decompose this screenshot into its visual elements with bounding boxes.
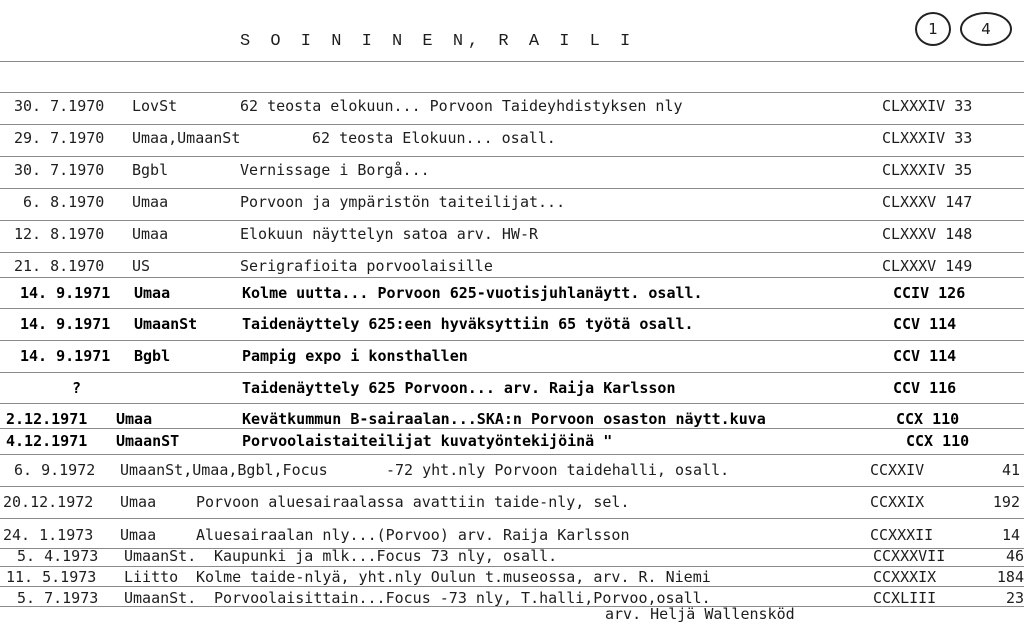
entry-row	[0, 410, 1024, 432]
entry-date: 2.12.1971	[6, 410, 88, 428]
entry-number: 46	[1005, 547, 1024, 565]
entry-text: Porvoolaistaiteilijat kuvatyöntekijöinä "	[242, 432, 613, 450]
entry-text: 62 teosta elokuun... Porvoon Taideyhdistyksen nly	[240, 97, 683, 115]
entry-paper: Bgbl	[134, 347, 171, 365]
entry-text: Aluesairaalan nly...(Porvoo) arv. Raija Karlsson	[196, 526, 630, 544]
ruled-line	[0, 220, 1024, 221]
entry-number: 184	[996, 568, 1024, 586]
entry-paper: Bgbl	[132, 161, 169, 179]
entry-paper: Umaa	[132, 225, 169, 243]
entry-number: 14	[1001, 526, 1020, 544]
entry-text: Porvoon ja ympäristön taiteilijat...	[240, 193, 566, 211]
entry-ref: CCIV 126	[893, 284, 966, 302]
entry-paper: UmaanSt.	[124, 547, 197, 565]
ruled-line	[0, 486, 1024, 487]
entry-row	[0, 432, 1024, 454]
entry-ref: CCXLIII	[873, 589, 937, 607]
ruled-line	[0, 308, 1024, 309]
entry-paper: UmaanST	[116, 432, 180, 450]
entry-row	[0, 493, 1024, 515]
entry-text: Porvoon aluesairaalassa avattiin taide-nly, sel.	[196, 493, 630, 511]
entry-ref: CLXXXIV 35	[882, 161, 973, 179]
entry-row	[0, 526, 1024, 548]
entry-row	[0, 225, 1024, 247]
entry-row	[0, 461, 1024, 483]
entry-row	[0, 257, 1024, 279]
ruled-line	[0, 92, 1024, 93]
entry-date: 14. 9.1971	[20, 284, 111, 302]
entry-date: 5. 4.1973	[17, 547, 99, 565]
stamp-2-text: 4	[981, 20, 991, 38]
ruled-line	[0, 252, 1024, 253]
entry-text: Pampig expo i konsthallen	[242, 347, 468, 365]
entry-paper: UmaanSt,Umaa,Bgbl,Focus	[120, 461, 328, 479]
entry-ref: CCV 114	[893, 347, 957, 365]
entry-row	[0, 193, 1024, 215]
entry-text: Elokuun näyttelyn satoa arv. HW-R	[240, 225, 539, 243]
entry-number: 23	[1005, 589, 1024, 607]
entry-ref: CLXXXV 149	[882, 257, 973, 275]
entry-ref: CCXXIX	[870, 493, 925, 511]
ruled-line	[0, 156, 1024, 157]
entry-text: Vernissage i Borgå...	[240, 161, 430, 179]
entry-date: 30. 7.1970	[14, 161, 105, 179]
entry-paper: Umaa	[120, 493, 157, 511]
entry-row	[0, 97, 1024, 119]
entry-text: Kevätkummun B-sairaalan...SKA:n Porvoon osaston näytt.kuva	[242, 410, 766, 428]
entry-paper: UmaanSt	[134, 315, 198, 333]
ruled-line	[0, 124, 1024, 125]
entry-date: 12. 8.1970	[14, 225, 105, 243]
ruled-line	[0, 518, 1024, 519]
entry-date: 6. 9.1972	[14, 461, 96, 479]
entry-paper: Umaa	[132, 193, 169, 211]
entry-paper: Umaa	[120, 526, 157, 544]
entry-row	[0, 568, 1024, 590]
entry-date: 30. 7.1970	[14, 97, 105, 115]
entry-ref: CLXXXIV 33	[882, 97, 973, 115]
entry-date: 5. 7.1973	[17, 589, 99, 607]
entry-paper: Umaa	[134, 284, 171, 302]
ruled-line	[0, 340, 1024, 341]
entry-text: Taidenäyttely 625 Porvoon... arv. Raija Karlsson	[242, 379, 676, 397]
entry-text: Kolme uutta... Porvoon 625-vuotisjuhlanäytt. osall.	[242, 284, 703, 302]
ruled-line	[0, 372, 1024, 373]
page-stamp-2	[960, 12, 1012, 46]
entry-ref: CLXXXV 147	[882, 193, 973, 211]
entry-date: 4.12.1971	[6, 432, 88, 450]
entry-row	[0, 347, 1024, 369]
entry-ref: CLXXXV 148	[882, 225, 973, 243]
entry-date: 21. 8.1970	[14, 257, 105, 275]
entry-text: Kolme taide-nlyä, yht.nly Oulun t.museossa, arv. R. Niemi	[196, 568, 711, 586]
top-rule	[0, 61, 1024, 62]
entry-row	[0, 379, 1024, 401]
entry-text: 62 teosta Elokuun... osall.	[312, 129, 556, 147]
entry-ref: CCXXIV	[870, 461, 925, 479]
entry-ref: CCXXXII	[870, 526, 934, 544]
entry-note: arv. Heljä Wallensköd	[605, 605, 795, 623]
entry-ref: CCXXXVII	[873, 547, 946, 565]
entry-row	[0, 161, 1024, 183]
entry-text: Serigrafioita porvoolaisille	[240, 257, 493, 275]
entry-paper: UmaanSt.	[124, 589, 197, 607]
entry-date: 14. 9.1971	[20, 315, 111, 333]
entry-paper: Umaa	[116, 410, 153, 428]
entry-number: 41	[1001, 461, 1020, 479]
entry-text: Porvoolaisittain...Focus -73 nly, T.halli,Porvoo,osall.	[214, 589, 711, 607]
entry-row	[0, 315, 1024, 337]
entry-paper: US	[132, 257, 151, 275]
entry-date: 24. 1.1973	[3, 526, 94, 544]
entry-number: 192	[992, 493, 1020, 511]
entry-row	[0, 129, 1024, 151]
entry-ref: CCXXXIX	[873, 568, 937, 586]
entry-date: 29. 7.1970	[14, 129, 105, 147]
ruled-line	[0, 454, 1024, 455]
entry-text: -72 yht.nly Porvoon taidehalli, osall.	[386, 461, 730, 479]
entry-text: Taidenäyttely 625:een hyväksyttiin 65 työtä osall.	[242, 315, 694, 333]
entry-ref: CCV 114	[893, 315, 957, 333]
entry-ref: CCX 110	[896, 410, 960, 428]
ruled-line	[0, 403, 1024, 404]
entry-ref: CLXXXIV 33	[882, 129, 973, 147]
entry-date: 11. 5.1973	[6, 568, 97, 586]
entry-paper: Umaa,UmaanSt	[132, 129, 241, 147]
entry-row	[0, 589, 1024, 611]
entry-row	[0, 284, 1024, 306]
entry-row	[0, 547, 1024, 569]
entry-date: 20.12.1972	[3, 493, 94, 511]
ruled-line	[0, 188, 1024, 189]
entry-date: 6. 8.1970	[23, 193, 105, 211]
page-stamp-1	[915, 12, 951, 46]
stamp-1-text: 1	[928, 20, 938, 38]
entry-paper: LovSt	[132, 97, 178, 115]
entry-date: 14. 9.1971	[20, 347, 111, 365]
entry-date: ?	[72, 379, 82, 397]
entry-text: Kaupunki ja mlk...Focus 73 nly, osall.	[214, 547, 558, 565]
card-title: S O I N I N E N, R A I L I	[240, 32, 636, 51]
entry-ref: CCX 110	[906, 432, 970, 450]
entry-ref: CCV 116	[893, 379, 957, 397]
entry-paper: Liitto	[124, 568, 179, 586]
